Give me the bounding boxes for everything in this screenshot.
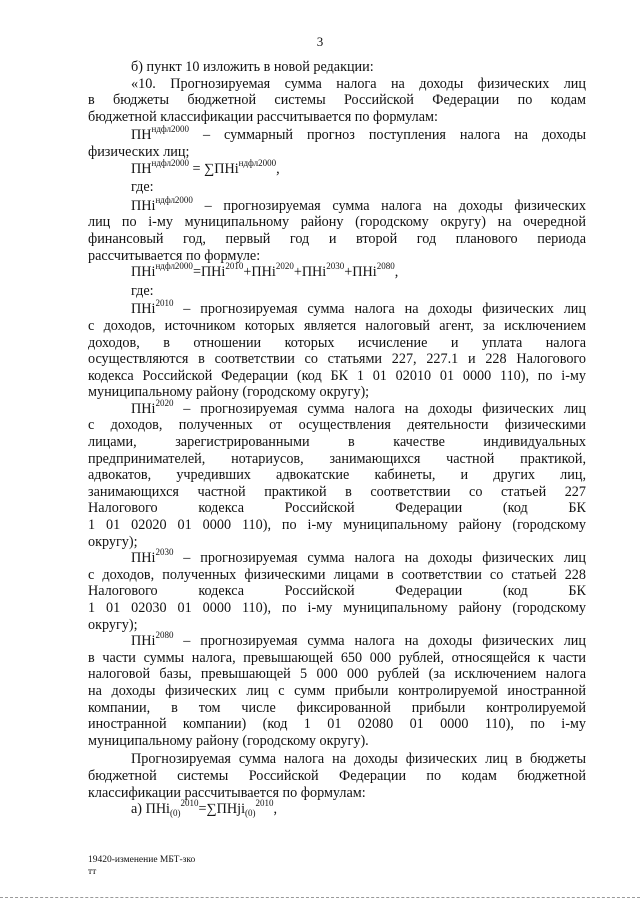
footer-initials: тт bbox=[88, 867, 97, 877]
where-label-1: где: bbox=[131, 179, 154, 196]
def-pn-line-1: $ПН^{ндфл2000}$ – суммарный прогноз поступления налога на доходы bbox=[131, 124, 586, 144]
p10-line-3: бюджетной классификации рассчитывается по формулам: bbox=[88, 108, 438, 125]
def-2030-line-4: 1 01 02030 01 0000 110), по i-му муниципальному району (городскому bbox=[88, 600, 586, 616]
def-2030-line-3: Налогового кодекса Российской Федерации (код БК bbox=[88, 583, 586, 600]
def-2020-line-5: адвокатов, учредивших адвокатские кабинеты, и других лиц, bbox=[88, 467, 586, 484]
def-2080-line-2: в части суммы налога, превышающей 650 000 рублей, относящейся к части bbox=[88, 649, 586, 666]
def-2020-line-6: занимающихся частной практикой в соответствии со статьей 227 bbox=[88, 483, 586, 500]
def-2020-line-8: 1 01 02020 01 0000 110), по i-му муниципальному району (городскому bbox=[88, 517, 586, 534]
where-label-2: где: bbox=[131, 282, 154, 299]
def-2020-line-3: лицами, зарегистрированными в качестве индивидуальных bbox=[88, 434, 586, 451]
final-para-line-3: классификации рассчитывается по формулам: bbox=[88, 784, 366, 801]
def-2020-line-1: ПНi$^{2020}$ – прогнозируемая сумма налога на доходы физических лиц bbox=[131, 397, 586, 417]
def-pni-line-1: ПНi$^{ндфл2000}$ – прогнозируемая сумма налога на доходы физических bbox=[131, 194, 586, 214]
def-2080-line-4: на доходы физических лиц с сумм прибыли контролируемой иностранной bbox=[88, 682, 586, 699]
final-para-line-2: бюджетной системы Российской Федерации по кодам бюджетной bbox=[88, 767, 586, 784]
def-pni-line-3: финансовый год, первый год и второй год планового периода bbox=[88, 230, 586, 247]
def-2080-line-7: муниципальному району (городскому округу). bbox=[88, 732, 369, 749]
footer-note bbox=[88, 854, 195, 878]
def-2080-line-6: иностранной компании) (код 1 01 02080 01 0000 110), по i-му bbox=[88, 716, 586, 733]
def-2080-line-1: ПНi$^{2080}$ – прогнозируемая сумма налога на доходы физических лиц bbox=[131, 630, 586, 650]
formula-total: $ПН^{ндфл2000} = \sum ПНi^{ндфл2000}$, bbox=[131, 157, 280, 177]
def-2010-line-1: ПНi$^{2010}$ – прогнозируемая сумма налога на доходы физических лиц bbox=[131, 298, 586, 318]
def-2030-line-5: округу); bbox=[88, 616, 138, 633]
document-body bbox=[88, 59, 586, 818]
def-pni-line-2: лиц по i-му муниципальному району (городскому округу) на очередной bbox=[88, 214, 586, 231]
intro-line: б) пункт 10 изложить в новой редакции: bbox=[131, 59, 374, 75]
def-2020-line-7: Налогового кодекса Российской Федерации (код БК bbox=[88, 500, 586, 517]
formula-a: а) ПНi$_{(0)}^{2010}$=∑ПНji$_{(0)}^{2010}$, bbox=[131, 798, 278, 819]
page-number: 3 bbox=[316, 34, 324, 49]
def-2080-line-3: налоговой базы, превышающей 5 000 000 рублей (за исключением налога bbox=[88, 666, 586, 683]
def-2030-line-1: ПНi$^{2030}$ – прогнозируемая сумма налога на доходы физических лиц bbox=[131, 547, 586, 567]
def-2080-line-5: компании, в том числе фиксированной прибыли контролируемой bbox=[88, 699, 586, 716]
def-pn-line-2: физических лиц; bbox=[88, 143, 190, 160]
def-2030-line-2: с доходов, полученных физическими лицами в соответствии со статьей 228 bbox=[88, 566, 586, 583]
def-2010-line-4: осуществляются в соответствии со статьями 227, 227.1 и 228 Налогового bbox=[88, 351, 586, 368]
final-para-line-1: Прогнозируемая сумма налога на доходы физических лиц в бюджеты bbox=[131, 751, 586, 768]
def-2020-line-2: с доходов, полученных от осуществления деятельности физическими bbox=[88, 417, 586, 434]
def-2010-line-6: муниципальному району (городскому округу); bbox=[88, 384, 370, 401]
def-2020-line-9: округу); bbox=[88, 533, 138, 550]
def-2020-line-4: предпринимателей, нотариусов, занимающихся частной практикой, bbox=[88, 450, 586, 467]
p10-line-1: «10. Прогнозируемая сумма налога на доходы физических лиц bbox=[131, 75, 586, 92]
def-2010-line-2: с доходов, источником которых является налоговый агент, за исключением bbox=[88, 317, 586, 334]
def-2010-line-3: доходов, в отношении которых исчисление и уплата налога bbox=[88, 334, 586, 351]
p10-line-2: в бюджеты бюджетной системы Российской Федерации по кодам bbox=[88, 92, 586, 109]
def-pni-line-4: рассчитывается по формуле: bbox=[88, 247, 261, 264]
scan-edge-line bbox=[0, 897, 640, 899]
formula-components: ПНi$^{ндфл2000}$=ПНi$^{2010}$+ПНi$^{2020}$+ПНi$^{2030}$+ПНi$^{2080}$, bbox=[131, 261, 399, 281]
def-2010-line-5: кодекса Российской Федерации (код БК 1 01 02010 01 0000 110), по i-му bbox=[88, 367, 586, 384]
footer-doc-code: 19420-изменение МБТ-зко bbox=[88, 855, 196, 865]
